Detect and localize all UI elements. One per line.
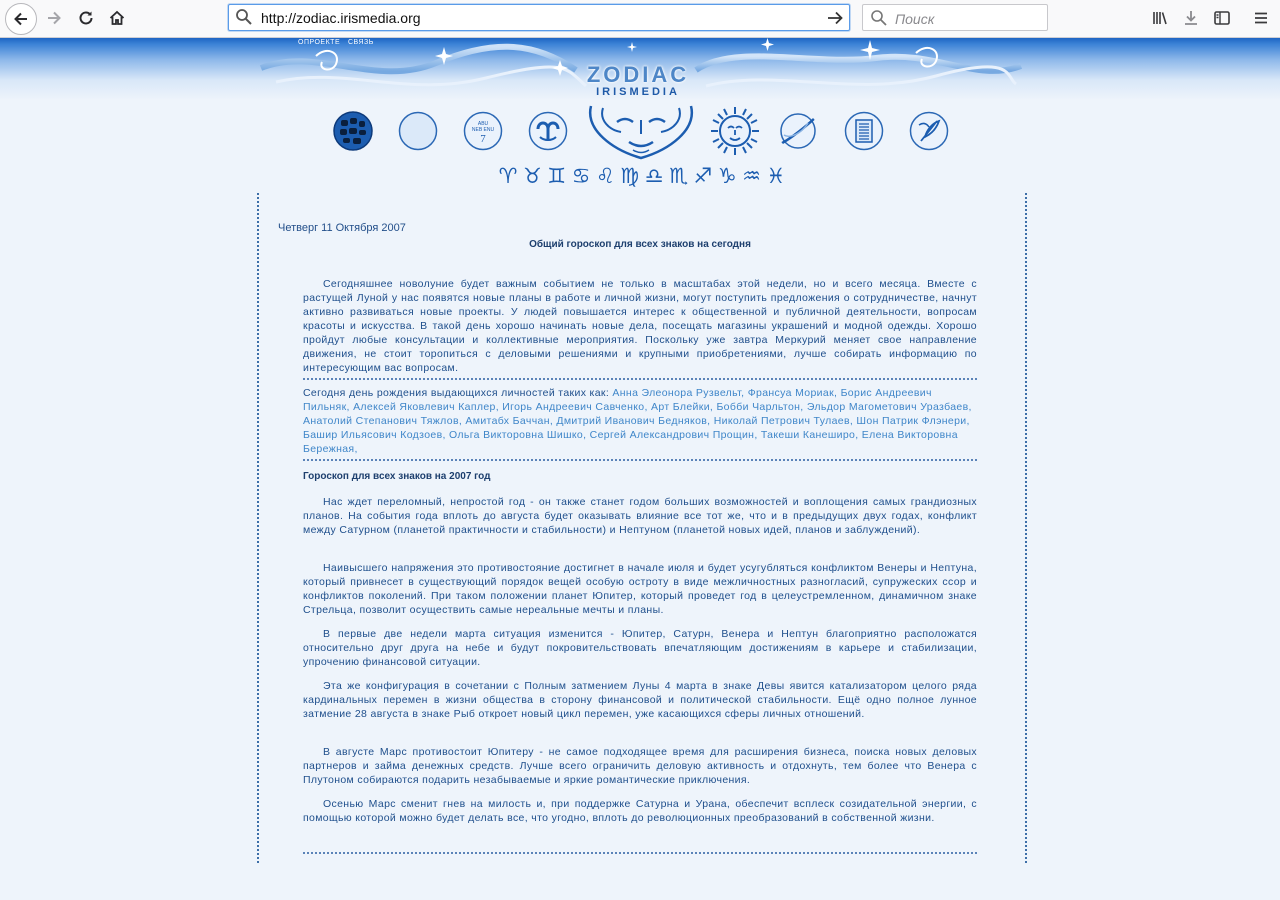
about-link[interactable]: ОПРОЕКТЕ [298, 39, 341, 46]
site-logo-subtitle: IRISMEDIA [596, 86, 680, 98]
reload-icon [77, 9, 95, 27]
go-arrow-icon[interactable] [825, 8, 845, 28]
yearly-paragraph: Эта же конфигурация в сочетании с Полным затмением Луны 4 марта в знаке Девы явится катализатором целого ряда кардинальных перемен в жизни общества в сторону финансовой и политической стабильности. Ещё одно полное лунное затмение 28 августа в знаке Рыб откроет новый цикл перемен, уже касающихся сферы личных отношений. [303, 680, 977, 720]
zodiac-signs-row [497, 164, 787, 188]
yearly-paragraph: В первые две недели марта ситуация изменится - Юпитер, Сатурн, Венера и Нептун благоприятно расположатся относительно друг друга на небе и будут покровительствовать впечатляющим достижениям в карьере и стабилизации, упрочению финансовой ситуации. [303, 628, 977, 668]
yearly-paragraph: Нас ждет переломный, непростой год - он также станет годом больших возможностей и воплощения самых грандиозных планов. На события года вплоть до августа будет оказывать влияние все тот же, что и в предыдущих двух годах, конфликт между Сатурном (планетой практичности и стабильности) и Нептуном (планетой новых идей, планов и заблуждений). [303, 496, 977, 536]
leo-sign-link[interactable]: ♌ [596, 164, 615, 188]
dotted-divider [303, 378, 977, 380]
arrow-right-icon [45, 9, 63, 27]
birthdays-names[interactable]: Анна Элеонора Рузвельт, Франсуа Мориак, Борис Андреевич Пильняк, Алексей Яковлевич Каплер, Игорь Андреевич Савченко, Арт Блейки, Бобби Чарльтон, Эльдор Магометович Уразбаев, Анатолий Степанович Тяжлов, Амитабх Баччан, Дмитрий Иванович Бедняков, Николай Петрович Тулаев, Шон Патрик Флэнери, Башир Ильясович Кодзоев, Ольга Викторовна Шишко, Сергей Александрович Прощин, Такеши Канеширо, Елена Викторовна Бережная, [303, 387, 972, 455]
svg-text:7: 7 [480, 133, 486, 145]
search-input[interactable] [893, 8, 1047, 30]
daily-horoscope-text: Сегодняшнее новолуние будет важным событием не только в масштабах этой недели, но и всего месяца. Вместе с растущей Луной у нас появятся новые планы в работе и личной жизни, могут поступить предложения о сотрудничестве, начнут активно развиваться новые проекты. У людей повышается интерес к общественной и публичной деятельности, вопросам красоты и искусства. В такой день хорошо начинать новые дела, посещать магазины украшений и модной одежды. Хорошо пройдут любые консультации и коллективные мероприятия. Поскольку уже завтра Меркурий меняет свое направление движения, не стоит торопиться с деловыми решениями и крупными приобретениями, лучше собирать информацию по интересующим вас вопросам. [303, 278, 977, 374]
aries-icon[interactable] [528, 111, 568, 151]
dotted-divider [303, 459, 977, 461]
cancer-sign-link[interactable]: ♋ [571, 164, 591, 188]
sidebar-button[interactable] [1208, 4, 1236, 32]
url-text[interactable]: http://zodiac.irismedia.org [261, 10, 421, 26]
sagittarius-sign-link[interactable]: ♐ [693, 164, 713, 188]
aquarius-sign-link[interactable]: ♒ [742, 164, 761, 188]
url-bar[interactable] [228, 4, 850, 31]
moon-icon[interactable] [398, 111, 438, 151]
sun-face-icon[interactable] [710, 106, 760, 156]
arrow-left-icon [12, 10, 30, 28]
pisces-sign-link[interactable]: ♓ [766, 164, 786, 188]
yearly-paragraph: В августе Марс противостоит Юпитеру - не самое подходящее время для расширения бизнеса, поиска новых деловых партнеров и займа денежных средств. Лучше всего ограничить деловую активность и отдохнуть, тем более что Венера с Плутоном собираются подарить незабываемые и яркие романтические приключения. [303, 746, 977, 786]
search-icon [870, 9, 888, 27]
sidebar-icon [1213, 9, 1231, 27]
aries-sign-link[interactable]: ♈ [498, 164, 518, 188]
dotted-divider [303, 852, 977, 854]
gemini-sign-link[interactable]: ♊ [547, 164, 567, 188]
yearly-paragraph: Осенью Марс сменит гнев на милость и, при поддержке Сатурна и Урана, обеспечит всплеск созидательной энергии, с помощью которой можно будет делать все, что угодно, вплоть до революционных преобразований в собственной жизни. [303, 798, 977, 824]
reload-button[interactable] [72, 4, 100, 32]
back-button[interactable] [5, 3, 37, 35]
feather-icon[interactable] [909, 111, 949, 151]
browser-toolbar [0, 0, 1280, 38]
svg-text:ABU: ABU [477, 121, 489, 127]
download-icon [1182, 9, 1200, 27]
search-bar[interactable] [862, 4, 1048, 31]
site-logo-title[interactable]: ZODIAC [586, 62, 690, 87]
moon-face-logo[interactable] [583, 100, 699, 162]
capricorn-sign-link[interactable]: ♑ [717, 164, 737, 188]
home-icon [108, 9, 126, 27]
hamburger-menu-icon [1252, 9, 1270, 27]
library-button[interactable] [1146, 4, 1174, 32]
yearly-paragraph: Наивысшего напряжения это противостояние достигнет в начале июля и будет усугубляться конфликтом Венеры и Нептуна, который привнесет в существующий порядок вещей особую остроту в виде межличностных разногласий, супружеских ссор и конфликтов поколений. При таком положении планет Юпитер, который проведет год в целеустремленном, динамичном знаке Стрельца, позволит осуществить самые нереальные мечты и планы. [303, 562, 977, 616]
calendar-icon[interactable] [463, 111, 503, 151]
contact-link[interactable]: СВЯЗЬ [348, 39, 374, 46]
birthdays-paragraph [303, 386, 977, 456]
birthdays-label: Сегодня день рождения выдающихся личностей таких как: [303, 387, 610, 399]
libra-sign-link[interactable]: ♎ [644, 164, 664, 188]
search-icon [235, 8, 253, 26]
taurus-sign-link[interactable]: ♉ [522, 164, 542, 188]
zodiac-signs-icon[interactable] [333, 111, 373, 151]
menu-button[interactable] [1247, 4, 1275, 32]
home-button[interactable] [103, 4, 131, 32]
yearly-horoscope-title: Гороскоп для всех знаков на 2007 год [303, 471, 491, 482]
svg-text:NEB ENU: NEB ENU [471, 127, 495, 133]
daily-horoscope-title: Общий гороскоп для всех знаков на сегодня [529, 239, 751, 250]
planet-icon[interactable] [778, 111, 818, 151]
virgo-sign-link[interactable]: ♍ [620, 164, 640, 188]
forward-button[interactable] [40, 4, 68, 32]
book-icon[interactable] [844, 111, 884, 151]
current-date: Четверг 11 Октября 2007 [278, 222, 406, 234]
library-icon [1151, 9, 1169, 27]
downloads-button[interactable] [1177, 4, 1205, 32]
scorpio-sign-link[interactable]: ♏ [669, 164, 688, 188]
